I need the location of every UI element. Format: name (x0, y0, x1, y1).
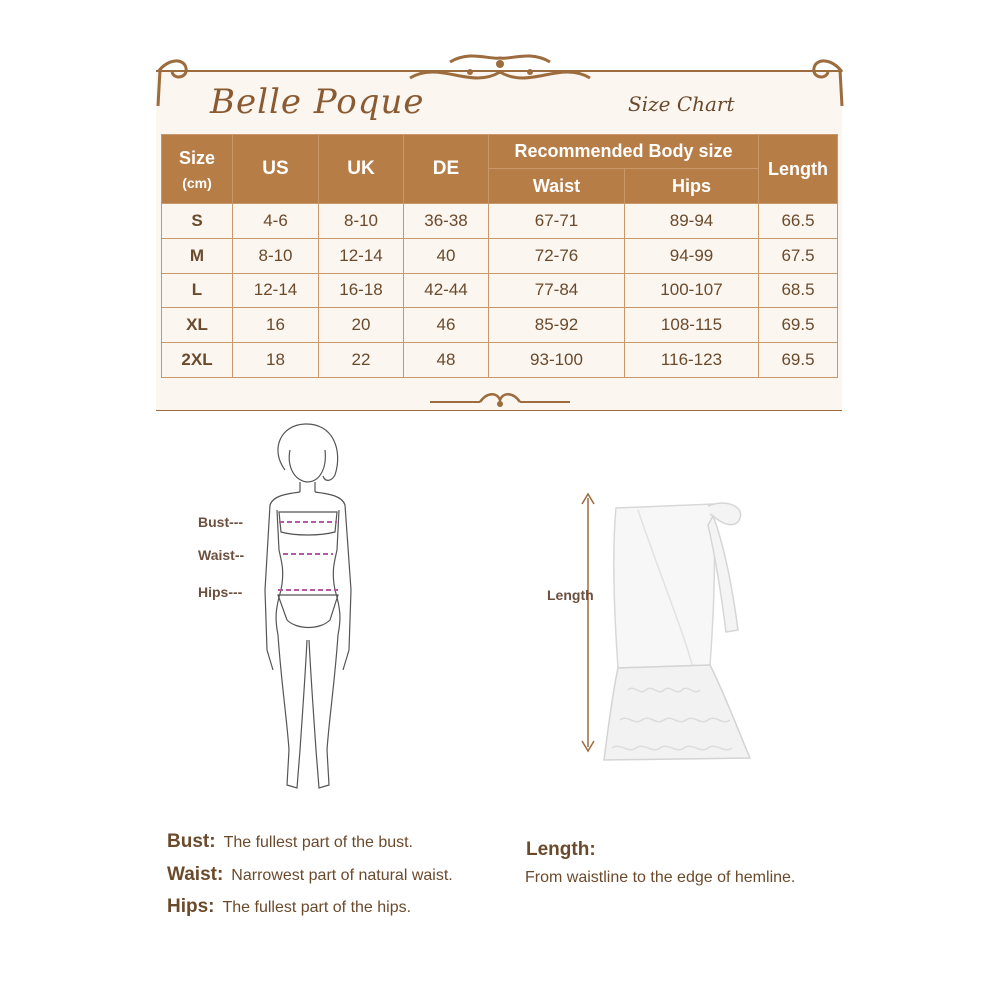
length-label: Length (547, 587, 594, 603)
hips-label: Hips--- (198, 584, 243, 600)
body-figure-illustration (245, 420, 375, 800)
table-row: M 8-10 12-14 40 72-76 94-99 67.5 (162, 238, 838, 273)
legend-length-desc: From waistline to the edge of hemline. (525, 869, 796, 886)
legend-bust: Bust: The fullest part of the bust. (167, 831, 413, 852)
chart-title: Size Chart (628, 92, 735, 116)
header-uk: UK (319, 135, 404, 204)
legend-hips: Hips: The fullest part of the hips. (167, 896, 412, 917)
waist-label: Waist-- (198, 547, 245, 563)
header-length: Length (759, 135, 838, 204)
header-hips: Hips (625, 169, 759, 204)
header-recommended: Recommended Body size (489, 135, 759, 169)
legend-waist: Waist: Narrowest part of natural waist. (167, 864, 453, 885)
header-us: US (233, 135, 319, 204)
bust-label: Bust--- (198, 514, 244, 530)
brand-logo: Belle Poque (210, 82, 425, 122)
size-table (161, 134, 838, 378)
header-de: DE (404, 135, 489, 204)
bottom-ornament-icon (425, 392, 575, 412)
legend-length-term: Length: (526, 839, 596, 860)
header-waist: Waist (489, 169, 625, 204)
table-row: 2XL 18 22 48 93-100 116-123 69.5 (162, 343, 838, 378)
header-size: Size (cm) (162, 135, 233, 204)
table-row: S 4-6 8-10 36-38 67-71 89-94 66.5 (162, 204, 838, 239)
table-row: L 12-14 16-18 42-44 77-84 100-107 68.5 (162, 273, 838, 308)
skirt-illustration (598, 490, 768, 765)
table-row: XL 16 20 46 85-92 108-115 69.5 (162, 308, 838, 343)
skirt-length-arrow-icon (578, 490, 598, 755)
